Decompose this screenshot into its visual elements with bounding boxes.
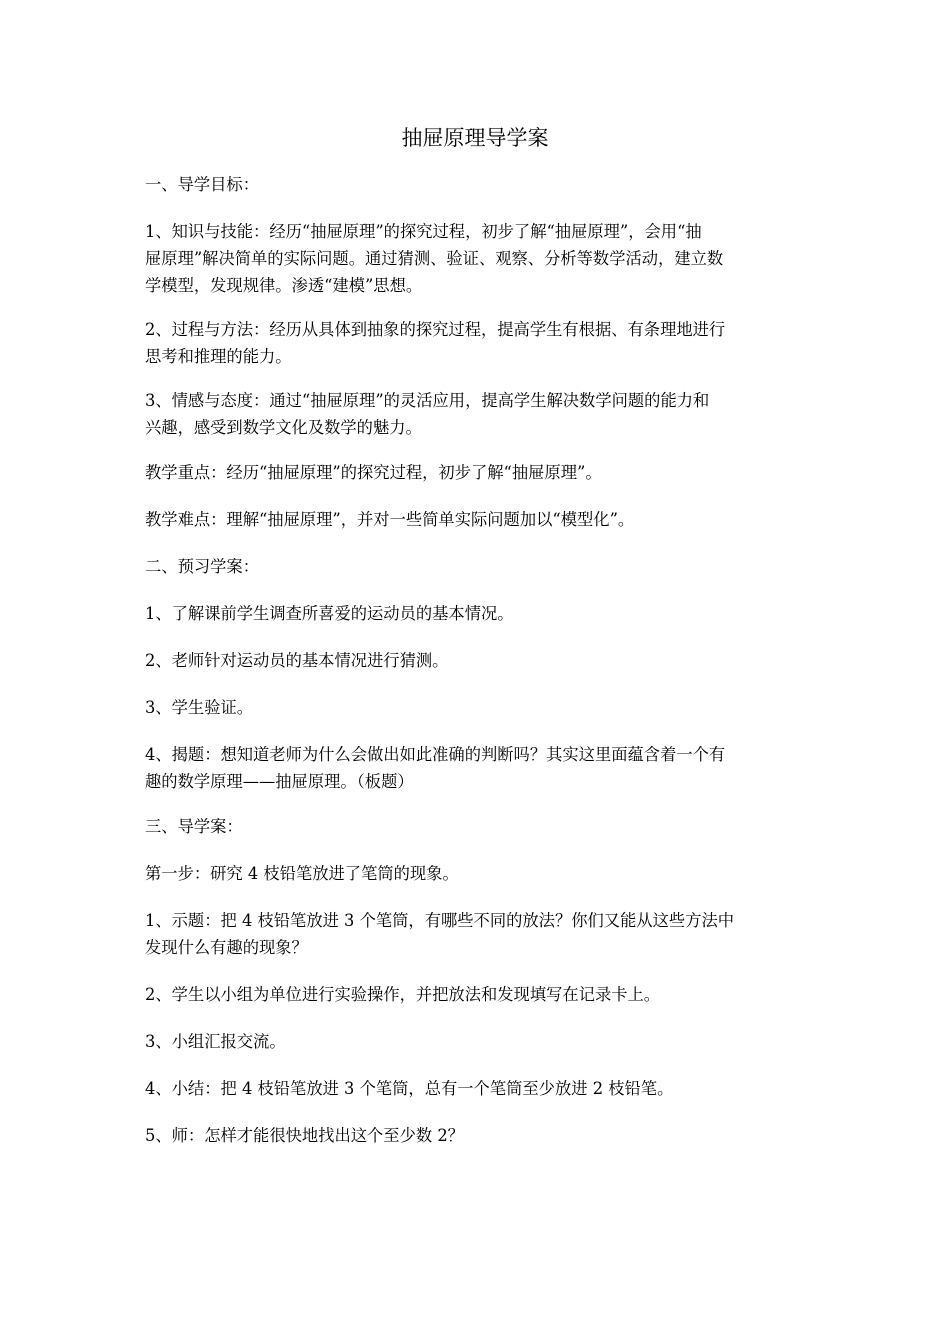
paragraph-guided-1: 1、示题：把 4 枝铅笔放进 3 个笔筒，有哪些不同的放法？你们又能从这些方法中 发现什么有趣的现象？ [145,911,735,957]
paragraph-preview-4: 4、揭题：想知道老师为什么会做出如此准确的判断吗？其实这里面蕴含着一个有 趣的数学原理——抽屉原理。（板题） [145,745,726,791]
heading-guided: 三、导学案： [145,817,243,836]
paragraph-knowledge-skills: 1、知识与技能：经历“抽屉原理”的探究过程，初步了解“抽屉原理”，会用“抽 屉原理”解决简单的实际问题。通过猜测、验证、观察、分析等数学活动，建立数 学模型，发现规律。渗透“建模”思想。 [145,222,724,295]
paragraph-emotion-attitude: 3、情感与态度：通过“抽屉原理”的灵活应用，提高学生解决数学问题的能力和 兴趣，感受到数学文化及数学的魅力。 [145,391,710,437]
heading-objectives: 一、导学目标： [145,175,259,194]
paragraph-key-point: 教学重点：经历“抽屉原理”的探究过程，初步了解“抽屉原理”。 [145,463,602,482]
paragraph-preview-1: 1、了解课前学生调查所喜爱的运动员的基本情况。 [145,604,514,623]
paragraph-guided-2: 2、学生以小组为单位进行实验操作，并把放法和发现填写在记录卡上。 [145,985,661,1004]
paragraph-preview-3: 3、学生验证。 [145,698,254,717]
document-title: 抽屉原理导学案 [401,126,549,150]
paragraph-difficulty: 教学难点：理解“抽屉原理”，并对一些简单实际问题加以“模型化”。 [145,510,635,529]
heading-preview: 二、预习学案： [145,557,259,576]
paragraph-process-method: 2、过程与方法：经历从具体到抽象的探究过程，提高学生有根据、有条理地进行 思考和推理的能力。 [145,320,726,366]
paragraph-guided-3: 3、小组汇报交流。 [145,1032,286,1051]
paragraph-guided-4: 4、小结：把 4 枝铅笔放进 3 个笔筒，总有一个笔筒至少放进 2 枝铅笔。 [145,1079,674,1098]
paragraph-preview-2: 2、老师针对运动员的基本情况进行猜测。 [145,651,449,670]
paragraph-step-one: 第一步：研究 4 枝铅笔放进了笔筒的现象。 [145,864,459,883]
paragraph-guided-5: 5、师：怎样才能很快地找出这个至少数 2？ [145,1126,464,1145]
